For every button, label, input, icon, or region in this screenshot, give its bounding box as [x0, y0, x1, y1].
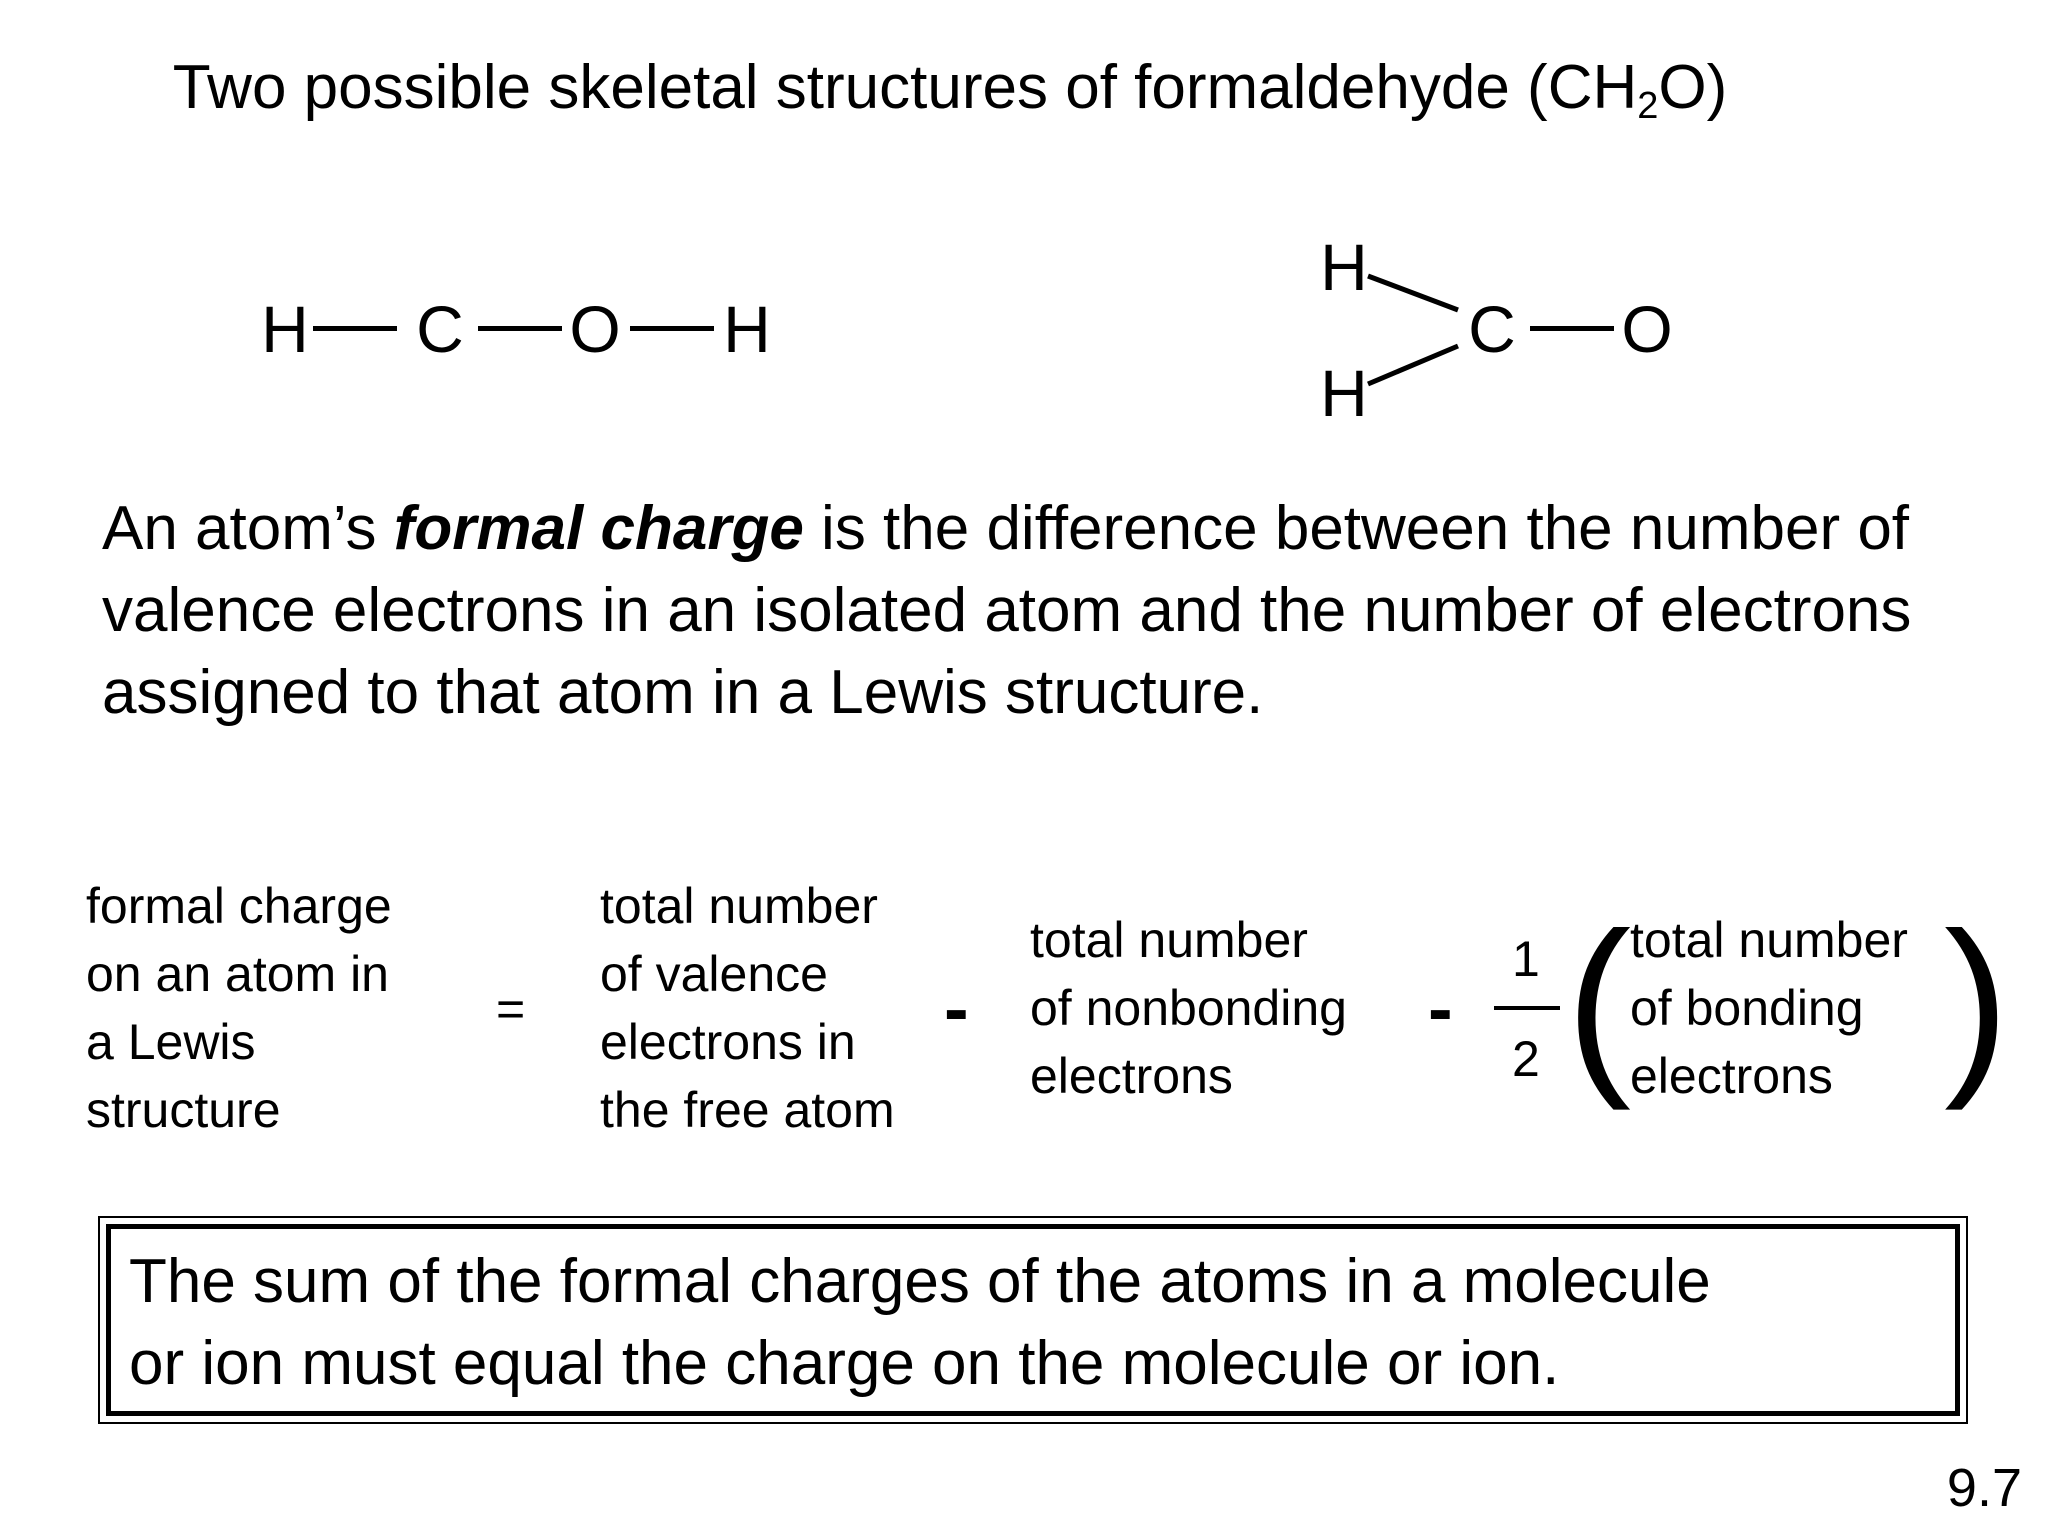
fraction-denominator: 2 — [1512, 1031, 1540, 1087]
formula-bonding-term — [1630, 906, 1908, 1110]
formula-minus-2: - — [1428, 967, 1453, 1050]
atom-h-top: H — [1320, 230, 1368, 304]
formula-lhs-line: on an atom in — [86, 946, 389, 1002]
formula-lhs-line: formal charge — [86, 878, 392, 934]
rule-line: The sum of the formal charges of the atoms in a molecule — [129, 1247, 1711, 1316]
fraction-bar — [1494, 1006, 1560, 1010]
formula-bonding-line: total number — [1630, 912, 1908, 968]
rule-box-inner-border — [106, 1224, 1960, 1416]
atom-h-left: H — [261, 292, 309, 366]
page-number: 9.7 — [1946, 1458, 2022, 1518]
formula-nonbonding-line: electrons — [1030, 1048, 1233, 1104]
formula-valence-line: total number — [600, 878, 878, 934]
bond-c-o — [478, 326, 562, 331]
formula-lhs-line: a Lewis — [86, 1014, 256, 1070]
atom-c: C — [416, 292, 464, 366]
formal-charge-definition — [102, 488, 1962, 734]
formula-bonding-line: electrons — [1630, 1048, 1833, 1104]
bond-h-top-c — [1368, 276, 1458, 310]
rule-statement — [129, 1241, 1711, 1405]
title-suffix: O) — [1658, 53, 1728, 122]
formula-bonding-line: of bonding — [1630, 980, 1864, 1036]
bond-h-c — [313, 326, 397, 331]
formula-valence-line: of valence — [600, 946, 828, 1002]
formula-lhs-line: structure — [86, 1082, 281, 1138]
formula-minus-1: - — [944, 967, 969, 1050]
rule-line: or ion must equal the charge on the molecule or ion. — [129, 1329, 1560, 1398]
close-parenthesis: ) — [1944, 892, 2010, 1111]
atom-o-branched: O — [1621, 292, 1673, 366]
open-parenthesis: ( — [1566, 892, 1632, 1111]
formula-valence-line: the free atom — [600, 1082, 895, 1138]
formula-nonbonding-term — [1030, 906, 1347, 1110]
definition-before: An atom’s — [102, 494, 394, 563]
formula-nonbonding-line: total number — [1030, 912, 1308, 968]
formula-equals: = — [496, 981, 526, 1037]
definition-after: is the difference between the number of valence electrons in an isolated atom and the number of electrons assigned to that atom in a Lewis structure. — [102, 494, 1912, 727]
atom-h-bottom: H — [1320, 356, 1368, 430]
fraction-numerator: 1 — [1512, 931, 1540, 987]
bond-c-o-branched — [1530, 326, 1614, 331]
formula-nonbonding-line: of nonbonding — [1030, 980, 1347, 1036]
atom-o: O — [569, 292, 621, 366]
formula-lhs — [86, 872, 392, 1144]
bond-h-bottom-c — [1368, 346, 1458, 384]
title-prefix: Two possible skeletal structures of formaldehyde (CH — [172, 53, 1638, 122]
bond-o-h — [630, 326, 714, 331]
atom-c-branched: C — [1468, 292, 1516, 366]
atom-h-right: H — [723, 292, 771, 366]
formula-valence-line: electrons in — [600, 1014, 856, 1070]
rule-box — [98, 1216, 1968, 1424]
page-title — [0, 48, 1900, 128]
formula-valence-term — [600, 872, 895, 1144]
title-subscript: 2 — [1637, 85, 1659, 127]
definition-term: formal charge — [393, 494, 804, 563]
